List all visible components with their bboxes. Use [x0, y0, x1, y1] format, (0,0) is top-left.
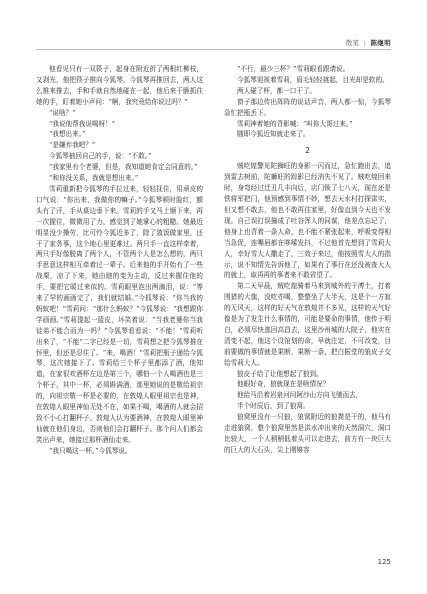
- header-section: 散笔: [345, 39, 360, 47]
- paragraph: 第二天早晨，贼吃煌骑着马来到城外的干溥土，打着围猎的大旗，没吃亦喝，整整坐了大半天，这是个一方寂的无风天，这样的好天气在敦煌并不多见，这样的天气好像是为了发生什么事情的，可能是要命的事情，他传于明白，必须尽快逃回高昌去，这里沙州城的大院子，他实在清变不起，他这个设馆划的命，早就注定，不可改变，目前要做的事情就是果断，果断一条，把白振堂的狼皮子交给雪莉大人。: [224, 282, 391, 367]
- paragraph: 今狐琴迎视着雪莉，眉毛轻轻挑起，目光却是软的。: [237, 75, 389, 84]
- header-author: 陈继明: [370, 39, 391, 47]
- paragraph: “和你没关系，我就是想出来。”: [49, 174, 139, 183]
- right-column: [224, 64, 391, 544]
- paragraph: 今狐琴抽回自己的手，说：“不敢。”: [49, 152, 152, 161]
- paragraph: 他给马沿着岩泉河问阿沙山方向飞驰而去，: [237, 391, 363, 400]
- paragraph: “我家里有个老婆，但是，我知道她肯定会同意的。”: [49, 163, 198, 172]
- paragraph: “我说他帮我说喝呀！”: [49, 119, 116, 128]
- paragraph: “我只喝这一杯。”今狐琴说。: [49, 446, 132, 455]
- paragraph: 贼吃煌警见陀狮旺的身影一闪而过，急忙跑出去，追到雷去树前，陀狮旺的踪影已经消失不见了。贼吃煌回来时，身弯经过迁丑几丰向后，店门锁了七八天，现在还是铁将军把门，他预感到事情不妙，想去天水村打探雷实，但又想不敢去，他也不敢再往家里，好像直到今天也不发现。自己误打误撞成了吐谷浑人的同谋，他差点忘记了，他身上也背着一条人命，也不能不紧张起来，呼吸变得相当急促，连嘴唇都在哆嗦发抖，不过他首先想到了雪莉大人，幸好雪大人撒走了，三效子来过，他按照雪大人的指示，说不知情先告诉他了，如果有了事行在还没被查大人的就上，取再再的事者来不敢省望了。: [224, 162, 391, 280]
- paragraph: “不行，最少三杯？”雪莉眼看跟请说。: [237, 65, 350, 73]
- running-header: [346, 38, 391, 47]
- section-number: 2: [305, 146, 310, 156]
- paragraph: 雪莉重新把今狐琴的手拉过来，轻轻抚住，用顽皮的口气说：“你出来，我做你的嘛子。”今狐琴顿时脸红，额头有了汗，手从桌边垂下来。雪莉的手又马上顺下来，再一次握住，微微用了力，感觉到了她掌心的粗糙。她最近明显没少操劳，比可怜今狐近多了，除了敛饭做家里，还干了家务事，这个地心里更难过。两只手一直这样牵着，两只手好像脱离了两个人，不管两个人是怎么想的，两只手思意这样相互牵着过一辈子。后来他的手开始有了一些战栗，凉了下来，她由她的变为主动，反过来握住他的手，要把它暖过来似的。雪莉眼里泡出两滴泪，说：“等来了罕的画画完了，我们就结婚。”今狐琴说：“你当我的蚂蚁吧！”雪莉问：“那什么蚂蚁？”今狐琴说：“我想跟你学画画。”雪莉提起一篮皮，坏笑着说：“当我老婆你当我徒弟不能合而为一吗？”今狐琴看看说：“不能！”雪莉听出来了，“不能”二字已经是一切，雪莉想之把今狐琴推在怀里，但还是忍住了。“来，喝酒！”雪莉把瓶子递给今狐琴，这次她接下了。雪莉给三个杯子里都添了酒，他知道，在家很欢酒杯左边是第三个，哪怕一个人喝酒也是三个杯子，其中一杯，必须斟满酒，那里她说的是敬给祖宗的，向祖宗敬一杯是必要的，在敦煌人眼里祖宗也是神，在敦煌人眼里神仙无处不在，如果不喝，喝酒的人就会招致不小心打翻杯子。敦煌人认为要酒神，在敦煌人眼里神仙就在他们身边，否则他们会打翻杯子。那个问人们都会笑出声来，她接过那杯酒仙走来。: [36, 184, 203, 444]
- paragraph: 随即今狐近知就走来了。: [237, 130, 310, 139]
- header-separator: |: [363, 39, 367, 47]
- paragraph: 他眼好奇，狼就现在是啥情况？: [237, 380, 330, 389]
- paragraph: “说啥？”: [49, 108, 76, 117]
- paragraph: 半个时辰后，到了狼窝。: [237, 402, 310, 411]
- paragraph: 狼窝里没有一只狼，狼窝附近的狼粪是干的，他马有走进狼窝，整个狼窝里然是洪水冲出来的天然洞穴，洞口比较大，一个人稍稍低着头可以走进去，前方有一块巨大的巨大的大石头，尖上刚够容: [224, 413, 391, 454]
- header-rule: [36, 49, 391, 50]
- paragraph: “是嫌弃我吧？”: [49, 141, 96, 150]
- paragraph: 他看见只有一双筷子，起身在附近折了两根红柳枝，又剥光，他把筷子推向今狐琴，今狐琴再推回去，两人这么推来推去，手和手就自然地碰在一起，他后来干脆抓住她的手，盯着她小声问：“啊，我究竟给你说过吗？”: [36, 65, 203, 106]
- page-number: 125: [377, 558, 391, 566]
- paragraph: 狼皮子给了让他想起了狼到。: [237, 369, 323, 378]
- paragraph: 雪莉神着她的背影喊：“叫你大哥过来。”: [237, 119, 353, 128]
- paragraph: “我想出来。”: [49, 130, 86, 139]
- left-column: [36, 64, 203, 544]
- paragraph: 两人碰了杯，都一口干了。: [237, 86, 317, 95]
- paragraph: 窗子那边传出阵阵的说话声音，两人都一惊，今狐琴急忙把瓶丢下。: [224, 97, 391, 117]
